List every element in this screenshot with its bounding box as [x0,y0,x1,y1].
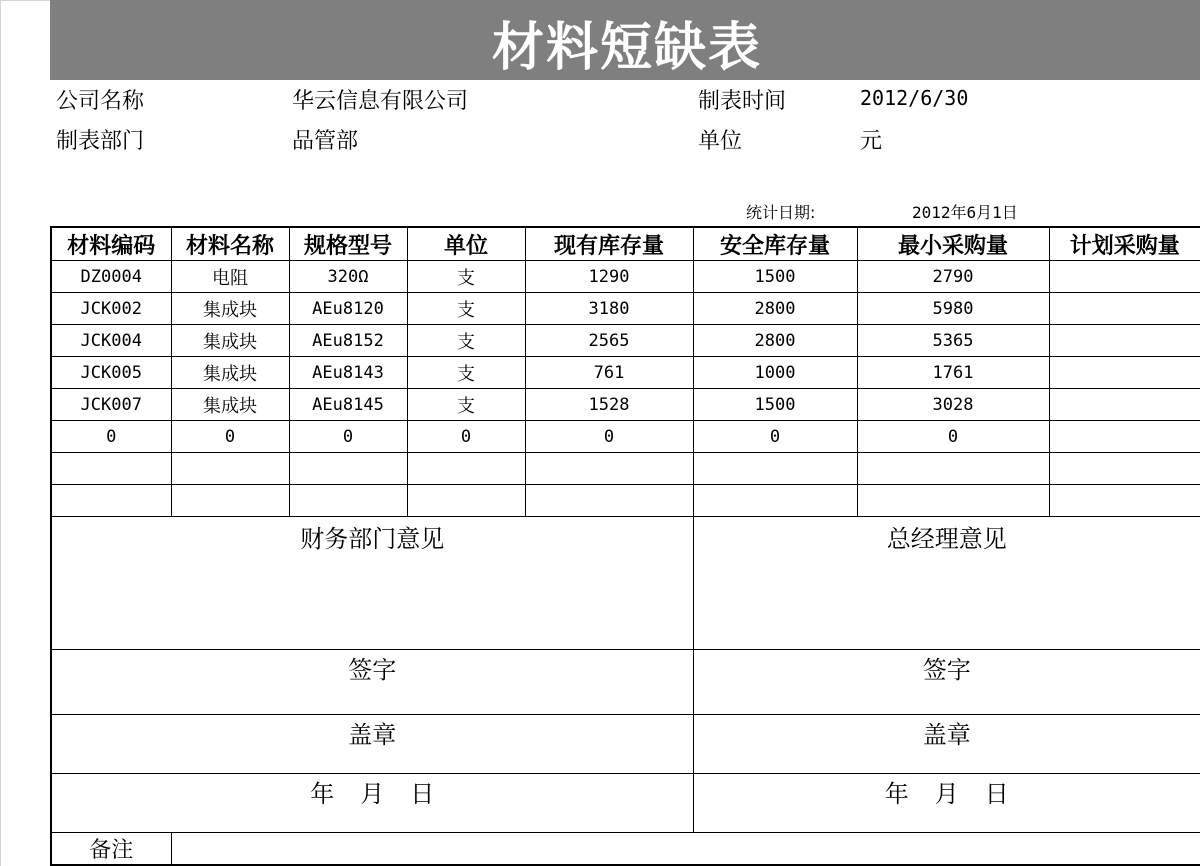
col-header[interactable]: 计划采购量 [1049,227,1200,261]
table-cell[interactable]: AEu8120 [289,293,407,325]
table-cell[interactable]: 0 [525,421,693,453]
year-text: 年 [884,780,909,808]
year-text: 年 [310,780,335,808]
table-row [51,453,1200,485]
table-cell[interactable] [525,453,693,485]
seal-row [51,715,1200,774]
table-cell[interactable]: 2800 [693,325,857,357]
table-cell[interactable]: 2565 [525,325,693,357]
col-header[interactable]: 材料编码 [51,227,171,261]
table-cell[interactable] [171,485,289,517]
dept-label[interactable]: 制表部门 [56,129,145,154]
table-cell[interactable]: 1290 [525,261,693,293]
table-cell[interactable]: 2790 [857,261,1049,293]
col-header[interactable]: 单位 [407,227,525,261]
table-cell[interactable] [857,485,1049,517]
gm-date-cell[interactable] [693,774,1200,833]
table-cell[interactable]: JCK004 [51,325,171,357]
table-cell[interactable]: 2800 [693,293,857,325]
table-cell[interactable]: 集成块 [171,325,289,357]
sign-row [51,650,1200,715]
table-cell[interactable]: 0 [289,421,407,453]
day-text: 日 [984,780,1009,808]
gm-seal-cell[interactable]: 盖章 [693,715,1200,774]
month-text: 月 [360,780,385,808]
company-value[interactable]: 华云信息有限公司 [292,89,469,114]
table-cell[interactable] [857,453,1049,485]
page-title: 材料短缺表 [491,17,762,78]
table-cell[interactable]: 0 [407,421,525,453]
gm-opinion-cell[interactable]: 总经理意见 [693,517,1200,650]
table-cell[interactable]: AEu8145 [289,389,407,421]
col-header[interactable]: 材料名称 [171,227,289,261]
table-cell[interactable]: 3180 [525,293,693,325]
table-cell[interactable]: AEu8143 [289,357,407,389]
table-cell[interactable] [1049,325,1200,357]
table-cell[interactable]: 0 [857,421,1049,453]
table-cell[interactable]: 集成块 [171,389,289,421]
company-label[interactable]: 公司名称 [56,89,145,114]
note-row [51,833,1200,866]
table-row [51,325,1200,357]
table-row [51,485,1200,517]
col-header[interactable]: 最小采购量 [857,227,1049,261]
table-cell[interactable]: 1528 [525,389,693,421]
made-time-value[interactable]: 2012/6/30 [860,86,969,110]
opinion-title-row [51,517,1200,650]
table-cell[interactable] [1049,261,1200,293]
table-cell[interactable]: 支 [407,325,525,357]
table-cell[interactable]: JCK007 [51,389,171,421]
table-cell[interactable]: JCK002 [51,293,171,325]
table-row [51,261,1200,293]
table-cell[interactable]: 集成块 [171,293,289,325]
table-cell[interactable]: 0 [693,421,857,453]
table-row [51,293,1200,325]
stat-date-value[interactable]: 2012年6月1日 [912,203,1018,222]
table-cell[interactable] [693,453,857,485]
finance-sign-cell[interactable]: 签字 [51,650,693,715]
table-cell[interactable] [171,453,289,485]
gm-sign-cell[interactable]: 签字 [693,650,1200,715]
table-cell[interactable]: 1761 [857,357,1049,389]
row-header-strip [0,0,50,866]
table-cell[interactable]: 支 [407,293,525,325]
table-cell[interactable] [1049,389,1200,421]
col-header[interactable]: 规格型号 [289,227,407,261]
table-cell[interactable]: 320Ω [289,261,407,293]
table-cell[interactable] [407,485,525,517]
table-cell[interactable]: 支 [407,261,525,293]
date-row [51,774,1200,833]
table-cell[interactable] [1049,357,1200,389]
table-cell[interactable]: 1000 [693,357,857,389]
title-banner[interactable] [50,0,1200,80]
table-cell[interactable] [693,485,857,517]
table-cell[interactable] [525,485,693,517]
finance-opinion-cell[interactable]: 财务部门意见 [51,517,693,650]
unit-value[interactable]: 元 [860,129,883,154]
table-cell[interactable]: AEu8152 [289,325,407,357]
header-row [51,227,1200,261]
table-cell[interactable]: JCK005 [51,357,171,389]
made-time-label[interactable]: 制表时间 [698,89,787,114]
table-cell[interactable]: 支 [407,357,525,389]
table-cell[interactable] [407,453,525,485]
strip-top-border [0,0,50,1]
table-cell[interactable] [51,485,171,517]
table-cell[interactable]: 0 [51,421,171,453]
note-label-cell[interactable]: 备注 [51,833,171,866]
table-cell[interactable] [289,453,407,485]
unit-label[interactable]: 单位 [698,129,743,154]
table-cell[interactable]: 5980 [857,293,1049,325]
table-cell[interactable]: 5365 [857,325,1049,357]
table-row [51,389,1200,421]
material-table [50,226,1200,866]
table-cell[interactable] [289,485,407,517]
strip-border [0,0,1,866]
table-cell[interactable] [1049,293,1200,325]
table-cell[interactable] [1049,421,1200,453]
dept-value[interactable]: 品管部 [292,129,359,154]
month-text: 月 [934,780,959,808]
table-cell[interactable]: DZ0004 [51,261,171,293]
finance-date-cell[interactable] [51,774,693,833]
table-cell[interactable]: 761 [525,357,693,389]
table-cell[interactable]: 3028 [857,389,1049,421]
note-value-cell[interactable] [171,833,1200,866]
col-header[interactable]: 现有库存量 [525,227,693,261]
finance-seal-cell[interactable]: 盖章 [51,715,693,774]
table-cell[interactable]: 电阻 [171,261,289,293]
table-cell[interactable]: 集成块 [171,357,289,389]
table-cell[interactable] [1049,453,1200,485]
day-text: 日 [410,780,435,808]
table-row [51,421,1200,453]
table-cell[interactable]: 1500 [693,261,857,293]
table-row [51,357,1200,389]
table-cell[interactable] [1049,485,1200,517]
stat-date-label[interactable]: 统计日期: [746,203,816,222]
table-cell[interactable]: 1500 [693,389,857,421]
table-cell[interactable]: 支 [407,389,525,421]
table-cell[interactable] [51,453,171,485]
table-cell[interactable]: 0 [171,421,289,453]
col-header[interactable]: 安全库存量 [693,227,857,261]
